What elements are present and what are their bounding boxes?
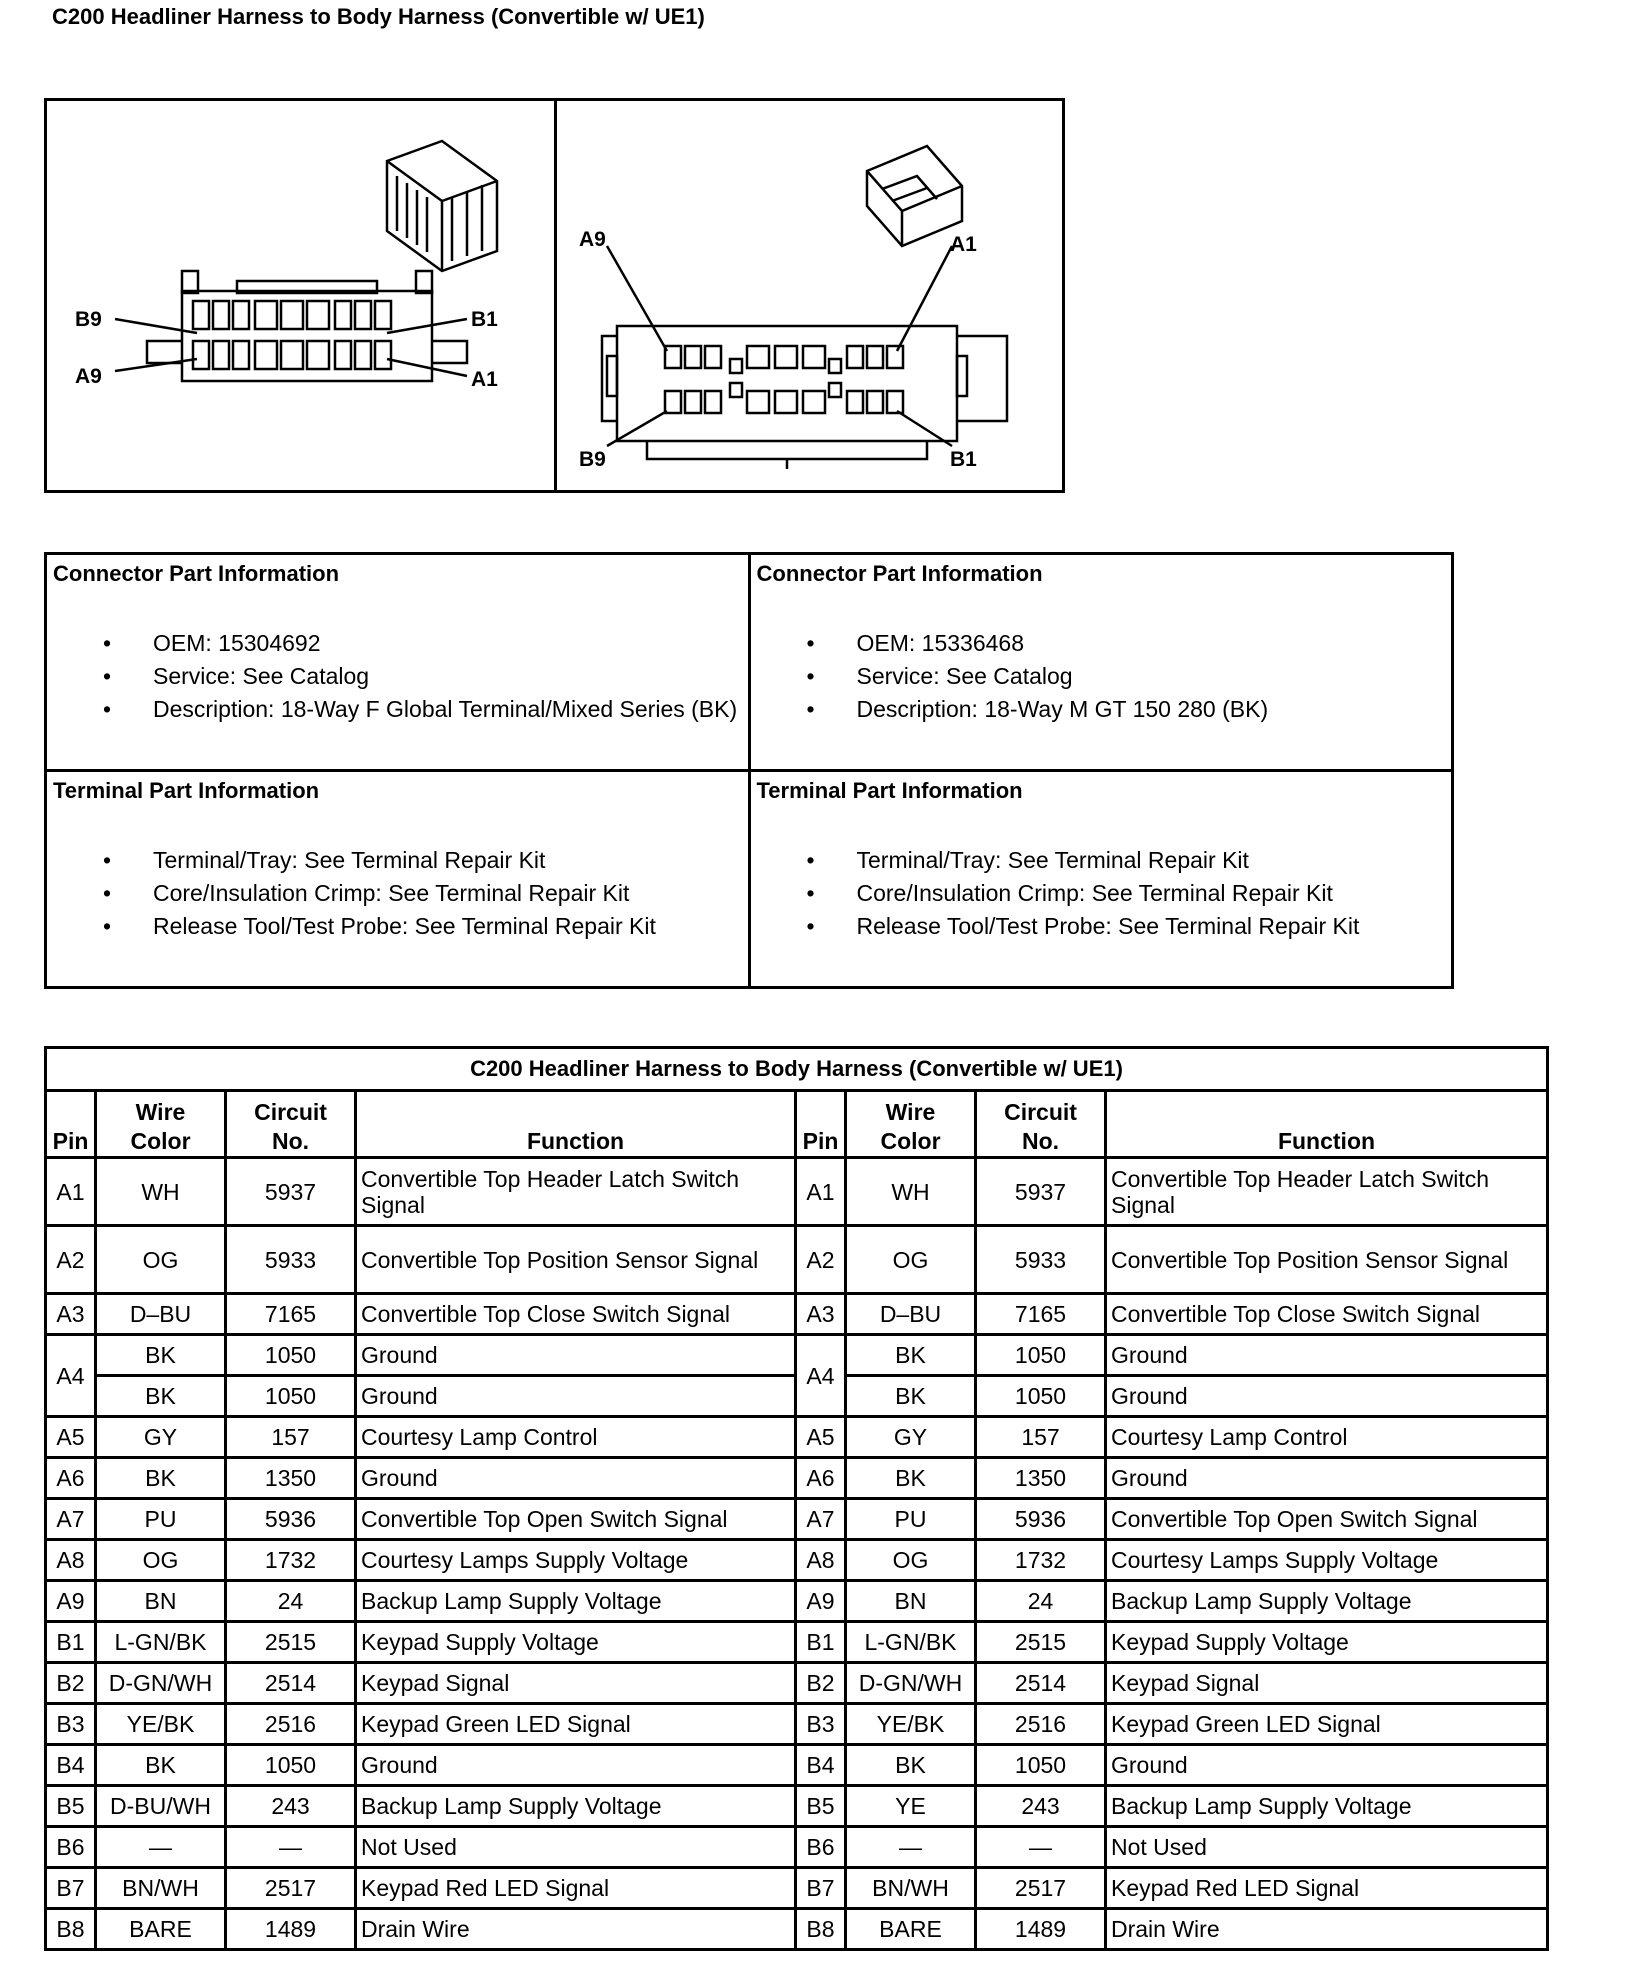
pin-cell: B5 — [796, 1786, 846, 1827]
right-connector-face — [602, 146, 1007, 469]
pin-cell: B7 — [46, 1868, 96, 1909]
function-cell: Courtesy Lamps Supply Voltage — [356, 1540, 796, 1581]
left-bottom-row-cavities — [193, 341, 391, 369]
function-cell: Keypad Red LED Signal — [356, 1868, 796, 1909]
pin-cell: B8 — [46, 1909, 96, 1950]
circuit-number-cell: — — [226, 1827, 356, 1868]
wire-color-cell: BN/WH — [846, 1868, 976, 1909]
pin-cell: B2 — [46, 1663, 96, 1704]
table-row — [46, 1335, 1548, 1376]
left-terminal-list — [53, 844, 742, 943]
function-cell: Convertible Top Position Sensor Signal — [356, 1226, 796, 1294]
wire-color-cell: L-GN/BK — [96, 1622, 226, 1663]
pin-cell: A1 — [46, 1158, 96, 1226]
circuit-number-cell: 243 — [226, 1786, 356, 1827]
circuit-number-cell: 1050 — [976, 1376, 1106, 1417]
list-item: • OEM: 15304692 — [53, 627, 742, 660]
function-cell: Convertible Top Open Switch Signal — [1106, 1499, 1548, 1540]
pinout-table — [44, 1046, 1549, 1951]
function-cell: Keypad Green LED Signal — [1106, 1704, 1548, 1745]
wire-color-cell: BK — [846, 1458, 976, 1499]
circuit-number-cell: 2516 — [226, 1704, 356, 1745]
function-cell: Backup Lamp Supply Voltage — [356, 1786, 796, 1827]
connector-diagram — [44, 98, 1065, 493]
function-cell: Keypad Supply Voltage — [1106, 1622, 1548, 1663]
right-connector-heading: Connector Part Information — [756, 561, 1043, 586]
table-row — [46, 1827, 1548, 1868]
list-item: • Description: 18-Way F Global Terminal/Mixed Series (BK) — [53, 693, 742, 726]
circuit-number-cell: 1489 — [976, 1909, 1106, 1950]
circuit-number-cell: 1050 — [976, 1745, 1106, 1786]
wire-color-cell: GY — [96, 1417, 226, 1458]
pin-cell: B3 — [796, 1704, 846, 1745]
left-terminal-heading: Terminal Part Information — [53, 778, 320, 803]
connector-drawings — [47, 101, 1062, 490]
pin-cell: A6 — [46, 1458, 96, 1499]
circuit-number-cell: 1350 — [226, 1458, 356, 1499]
function-cell: Backup Lamp Supply Voltage — [1106, 1581, 1548, 1622]
function-cell: Ground — [356, 1745, 796, 1786]
table-row — [46, 1458, 1548, 1499]
right-top-row-cavities — [665, 346, 903, 368]
wire-color-cell: D-BU/WH — [96, 1786, 226, 1827]
function-cell: Drain Wire — [1106, 1909, 1548, 1950]
wire-color-cell: BARE — [96, 1909, 226, 1950]
left-connector-heading: Connector Part Information — [53, 561, 340, 586]
circuit-number-cell: — — [976, 1827, 1106, 1868]
circuit-number-cell: 2517 — [976, 1868, 1106, 1909]
wire-color-cell: — — [96, 1827, 226, 1868]
header-circuit-right: Circuit No. — [976, 1091, 1106, 1158]
wire-color-cell: D–BU — [846, 1294, 976, 1335]
table-row — [46, 1622, 1548, 1663]
circuit-number-cell: 7165 — [976, 1294, 1106, 1335]
wire-color-cell: GY — [846, 1417, 976, 1458]
function-cell: Ground — [1106, 1376, 1548, 1417]
wire-color-cell: PU — [846, 1499, 976, 1540]
table-row — [46, 1704, 1548, 1745]
wire-color-cell: BN/WH — [96, 1868, 226, 1909]
circuit-number-cell: 1350 — [976, 1458, 1106, 1499]
list-item: • Service: See Catalog — [757, 660, 1446, 693]
list-item: • Release Tool/Test Probe: See Terminal Repair Kit — [53, 910, 742, 943]
wire-color-cell: L-GN/BK — [846, 1622, 976, 1663]
header-wire-left: Wire Color — [96, 1091, 226, 1158]
function-cell: Courtesy Lamps Supply Voltage — [1106, 1540, 1548, 1581]
label-a9-left: A9 — [75, 365, 102, 388]
table-row — [46, 1745, 1548, 1786]
list-item: • Service: See Catalog — [53, 660, 742, 693]
function-cell: Not Used — [1106, 1827, 1548, 1868]
circuit-number-cell: 2516 — [976, 1704, 1106, 1745]
wire-color-cell: OG — [846, 1226, 976, 1294]
circuit-number-cell: 5936 — [226, 1499, 356, 1540]
list-item: • Description: 18-Way M GT 150 280 (BK) — [757, 693, 1446, 726]
wire-color-cell: D-GN/WH — [846, 1663, 976, 1704]
pin-cell: A7 — [46, 1499, 96, 1540]
header-function-left: Function — [356, 1091, 796, 1158]
function-cell: Keypad Green LED Signal — [356, 1704, 796, 1745]
pin-cell: B4 — [796, 1745, 846, 1786]
function-cell: Keypad Supply Voltage — [356, 1622, 796, 1663]
pin-cell: B3 — [46, 1704, 96, 1745]
function-cell: Keypad Red LED Signal — [1106, 1868, 1548, 1909]
pin-cell: A5 — [796, 1417, 846, 1458]
table-row — [46, 1226, 1548, 1294]
circuit-number-cell: 2515 — [976, 1622, 1106, 1663]
table-row — [46, 1868, 1548, 1909]
label-a9-right: A9 — [579, 228, 606, 251]
table-row — [46, 1909, 1548, 1950]
wire-color-cell: BK — [96, 1335, 226, 1376]
circuit-number-cell: 1050 — [226, 1335, 356, 1376]
pin-cell: B4 — [46, 1745, 96, 1786]
wire-color-cell: YE/BK — [96, 1704, 226, 1745]
label-b9-left: B9 — [75, 308, 102, 331]
wire-color-cell: BN — [96, 1581, 226, 1622]
list-item: • Release Tool/Test Probe: See Terminal Repair Kit — [757, 910, 1446, 943]
circuit-number-cell: 243 — [976, 1786, 1106, 1827]
part-info-table — [44, 552, 1454, 989]
pin-cell: A3 — [796, 1294, 846, 1335]
function-cell: Ground — [1106, 1458, 1548, 1499]
list-item: • OEM: 15336468 — [757, 627, 1446, 660]
wire-color-cell: BN — [846, 1581, 976, 1622]
header-wire-right: Wire Color — [846, 1091, 976, 1158]
right-connector-info — [749, 554, 1453, 771]
function-cell: Convertible Top Close Switch Signal — [356, 1294, 796, 1335]
circuit-number-cell: 7165 — [226, 1294, 356, 1335]
table-caption: C200 Headliner Harness to Body Harness (Convertible w/ UE1) — [46, 1048, 1548, 1091]
circuit-number-cell: 1050 — [226, 1745, 356, 1786]
wire-color-cell: PU — [96, 1499, 226, 1540]
function-cell: Courtesy Lamp Control — [356, 1417, 796, 1458]
label-a1-left: A1 — [471, 368, 498, 391]
pin-cell: B6 — [796, 1827, 846, 1868]
function-cell: Convertible Top Position Sensor Signal — [1106, 1226, 1548, 1294]
wire-color-cell: WH — [96, 1158, 226, 1226]
circuit-number-cell: 5933 — [226, 1226, 356, 1294]
circuit-number-cell: 5933 — [976, 1226, 1106, 1294]
function-cell: Convertible Top Close Switch Signal — [1106, 1294, 1548, 1335]
circuit-number-cell: 1732 — [976, 1540, 1106, 1581]
function-cell: Ground — [1106, 1335, 1548, 1376]
wire-color-cell: BK — [846, 1335, 976, 1376]
circuit-number-cell: 2514 — [226, 1663, 356, 1704]
table-row — [46, 1581, 1548, 1622]
function-cell: Keypad Signal — [356, 1663, 796, 1704]
circuit-number-cell: 2514 — [976, 1663, 1106, 1704]
left-pin-labels — [75, 308, 498, 391]
left-connector-isometric — [387, 141, 497, 271]
right-bottom-row-cavities — [665, 391, 903, 413]
right-pin-labels — [579, 228, 977, 471]
function-cell: Convertible Top Header Latch Switch Signal — [356, 1158, 796, 1226]
header-function-right: Function — [1106, 1091, 1548, 1158]
header-pin-left: Pin — [46, 1091, 96, 1158]
right-terminal-info — [749, 771, 1453, 988]
wire-color-cell: BK — [96, 1376, 226, 1417]
wire-color-cell: BARE — [846, 1909, 976, 1950]
pin-cell: B7 — [796, 1868, 846, 1909]
pin-cell: A5 — [46, 1417, 96, 1458]
function-cell: Courtesy Lamp Control — [1106, 1417, 1548, 1458]
table-row — [46, 1540, 1548, 1581]
wire-color-cell: BK — [846, 1745, 976, 1786]
function-cell: Backup Lamp Supply Voltage — [356, 1581, 796, 1622]
circuit-number-cell: 5936 — [976, 1499, 1106, 1540]
wire-color-cell: D–BU — [96, 1294, 226, 1335]
pin-cell: B2 — [796, 1663, 846, 1704]
pin-cell: A7 — [796, 1499, 846, 1540]
circuit-number-cell: 157 — [226, 1417, 356, 1458]
wire-color-cell: — — [846, 1827, 976, 1868]
table-row — [46, 1786, 1548, 1827]
function-cell: Not Used — [356, 1827, 796, 1868]
wire-color-cell: YE — [846, 1786, 976, 1827]
function-cell: Ground — [1106, 1745, 1548, 1786]
function-cell: Keypad Signal — [1106, 1663, 1548, 1704]
pin-cell: B6 — [46, 1827, 96, 1868]
table-row — [46, 1417, 1548, 1458]
wire-color-cell: YE/BK — [846, 1704, 976, 1745]
page-title: C200 Headliner Harness to Body Harness (Convertible w/ UE1) — [52, 4, 705, 29]
pin-cell: A4 — [796, 1335, 846, 1417]
label-a1-right: A1 — [950, 233, 977, 256]
circuit-number-cell: 1732 — [226, 1540, 356, 1581]
function-cell: Ground — [356, 1335, 796, 1376]
wire-color-cell: WH — [846, 1158, 976, 1226]
circuit-number-cell: 1050 — [976, 1335, 1106, 1376]
table-row — [46, 1294, 1548, 1335]
list-item: • Terminal/Tray: See Terminal Repair Kit — [757, 844, 1446, 877]
wire-color-cell: BK — [96, 1458, 226, 1499]
pinout-rows — [46, 1158, 1548, 1950]
pin-cell: A2 — [46, 1226, 96, 1294]
left-terminal-info — [46, 771, 750, 988]
wire-color-cell: BK — [96, 1745, 226, 1786]
pin-cell: A2 — [796, 1226, 846, 1294]
pin-cell: A8 — [46, 1540, 96, 1581]
right-connector-isometric — [867, 146, 962, 246]
pin-cell: A1 — [796, 1158, 846, 1226]
header-circuit-left: Circuit No. — [226, 1091, 356, 1158]
function-cell: Convertible Top Header Latch Switch Signal — [1106, 1158, 1548, 1226]
function-cell: Ground — [356, 1458, 796, 1499]
pin-cell: B8 — [796, 1909, 846, 1950]
circuit-number-cell: 2515 — [226, 1622, 356, 1663]
circuit-number-cell: 1489 — [226, 1909, 356, 1950]
circuit-number-cell: 1050 — [226, 1376, 356, 1417]
header-pin-right: Pin — [796, 1091, 846, 1158]
circuit-number-cell: 5937 — [226, 1158, 356, 1226]
pin-cell: A9 — [796, 1581, 846, 1622]
list-item: • Core/Insulation Crimp: See Terminal Repair Kit — [53, 877, 742, 910]
wire-color-cell: BK — [846, 1376, 976, 1417]
list-item: • Terminal/Tray: See Terminal Repair Kit — [53, 844, 742, 877]
wire-color-cell: OG — [96, 1540, 226, 1581]
function-cell: Drain Wire — [356, 1909, 796, 1950]
table-row — [46, 1158, 1548, 1226]
pin-cell: B1 — [46, 1622, 96, 1663]
circuit-number-cell: 24 — [976, 1581, 1106, 1622]
wire-color-cell: D-GN/WH — [96, 1663, 226, 1704]
circuit-number-cell: 5937 — [976, 1158, 1106, 1226]
pin-cell: A8 — [796, 1540, 846, 1581]
list-item: • Core/Insulation Crimp: See Terminal Repair Kit — [757, 877, 1446, 910]
label-b1-left: B1 — [471, 308, 498, 331]
right-terminal-heading: Terminal Part Information — [756, 778, 1023, 803]
pin-cell: A3 — [46, 1294, 96, 1335]
label-b1-right: B1 — [950, 448, 977, 471]
circuit-number-cell: 2517 — [226, 1868, 356, 1909]
table-row — [46, 1663, 1548, 1704]
circuit-number-cell: 24 — [226, 1581, 356, 1622]
right-terminal-list — [757, 844, 1446, 943]
pin-cell: A4 — [46, 1335, 96, 1417]
left-connector-info — [46, 554, 750, 771]
left-top-row-cavities — [193, 301, 391, 329]
pin-cell: A9 — [46, 1581, 96, 1622]
left-connector-face — [115, 141, 497, 381]
pin-cell: B1 — [796, 1622, 846, 1663]
table-row — [46, 1499, 1548, 1540]
function-cell: Ground — [356, 1376, 796, 1417]
right-connector-list — [757, 627, 1446, 726]
circuit-number-cell: 157 — [976, 1417, 1106, 1458]
wire-color-cell: OG — [846, 1540, 976, 1581]
pin-cell: A6 — [796, 1458, 846, 1499]
function-cell: Backup Lamp Supply Voltage — [1106, 1786, 1548, 1827]
function-cell: Convertible Top Open Switch Signal — [356, 1499, 796, 1540]
wire-color-cell: OG — [96, 1226, 226, 1294]
left-connector-list — [53, 627, 742, 726]
pin-cell: B5 — [46, 1786, 96, 1827]
label-b9-right: B9 — [579, 448, 606, 471]
